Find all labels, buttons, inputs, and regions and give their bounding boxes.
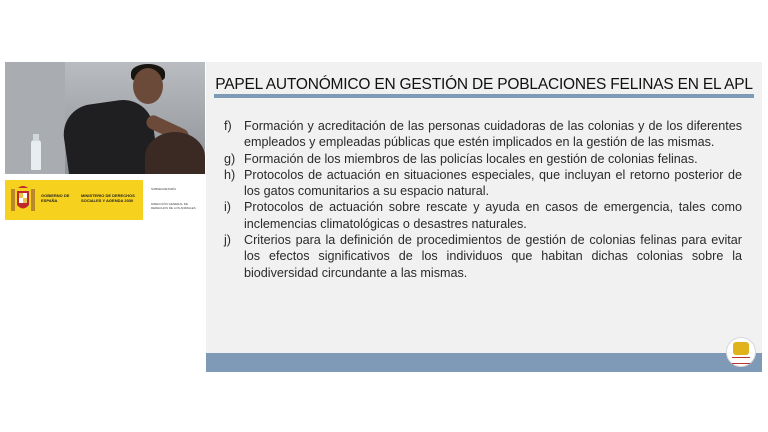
presentation-slide (206, 62, 762, 372)
slide-bullet-list (224, 118, 742, 281)
list-text: Protocolos de actuación sobre rescate y ayuda en casos de emergencia, tales como inclemencias climatológicas o desastres naturales. (244, 200, 742, 231)
list-text: Criterios para la definición de procedimientos de gestión de colonias felinas para evitar los efectos significativos de los individuos que habitan dichas colonias sobre la biodiversidad circundante a las mismas. (244, 233, 742, 280)
list-item (224, 167, 742, 200)
second-person (145, 132, 205, 174)
list-item (224, 199, 742, 232)
slide-title: PAPEL AUTONÓMICO EN GESTIÓN DE POBLACIONES FELINAS EN EL APL (215, 76, 753, 93)
direccion-text: DIRECCIÓN GENERAL DE DERECHOS DE LOS ANIMALES (151, 202, 196, 210)
speaker-video (5, 62, 205, 174)
title-underline (214, 94, 754, 98)
secretaria-text: SUBSECRETARÍA (151, 187, 177, 191)
ministry-logo-strip (5, 180, 205, 220)
slide-footer-bar (206, 353, 762, 372)
list-letter: f) (224, 119, 232, 133)
list-text: Formación y acreditación de las personas cuidadoras de las colonias y de los diferentes empleados y empleadas públicas que estén implicados en la gestión de las mismas. (244, 119, 742, 150)
list-item (224, 118, 742, 151)
list-letter: h) (224, 167, 236, 182)
seal-stripes (732, 357, 750, 364)
logo-background (5, 180, 143, 220)
water-bottle (31, 140, 41, 170)
list-letter: g) (224, 151, 236, 166)
list-text: Formación de los miembros de las policías locales en gestión de colonias felinas. (244, 151, 698, 166)
list-letter: j) (224, 233, 231, 248)
list-item (224, 232, 742, 281)
list-item (224, 151, 742, 167)
seal-crest (733, 342, 749, 355)
list-letter: i) (224, 200, 231, 215)
speaker-head (133, 68, 163, 104)
ministry-seal-icon (726, 337, 756, 367)
gobierno-text: GOBIERNO DE ESPAÑA (41, 193, 70, 203)
coat-of-arms-icon (9, 185, 37, 215)
list-text: Protocolos de actuación en situaciones especiales, que incluyan el retorno posterior de los gatos comunitarios a su espacio natural. (244, 167, 742, 199)
ministerio-text: MINISTERIO DE DERECHOS SOCIALES Y AGENDA 2030 (81, 193, 135, 203)
